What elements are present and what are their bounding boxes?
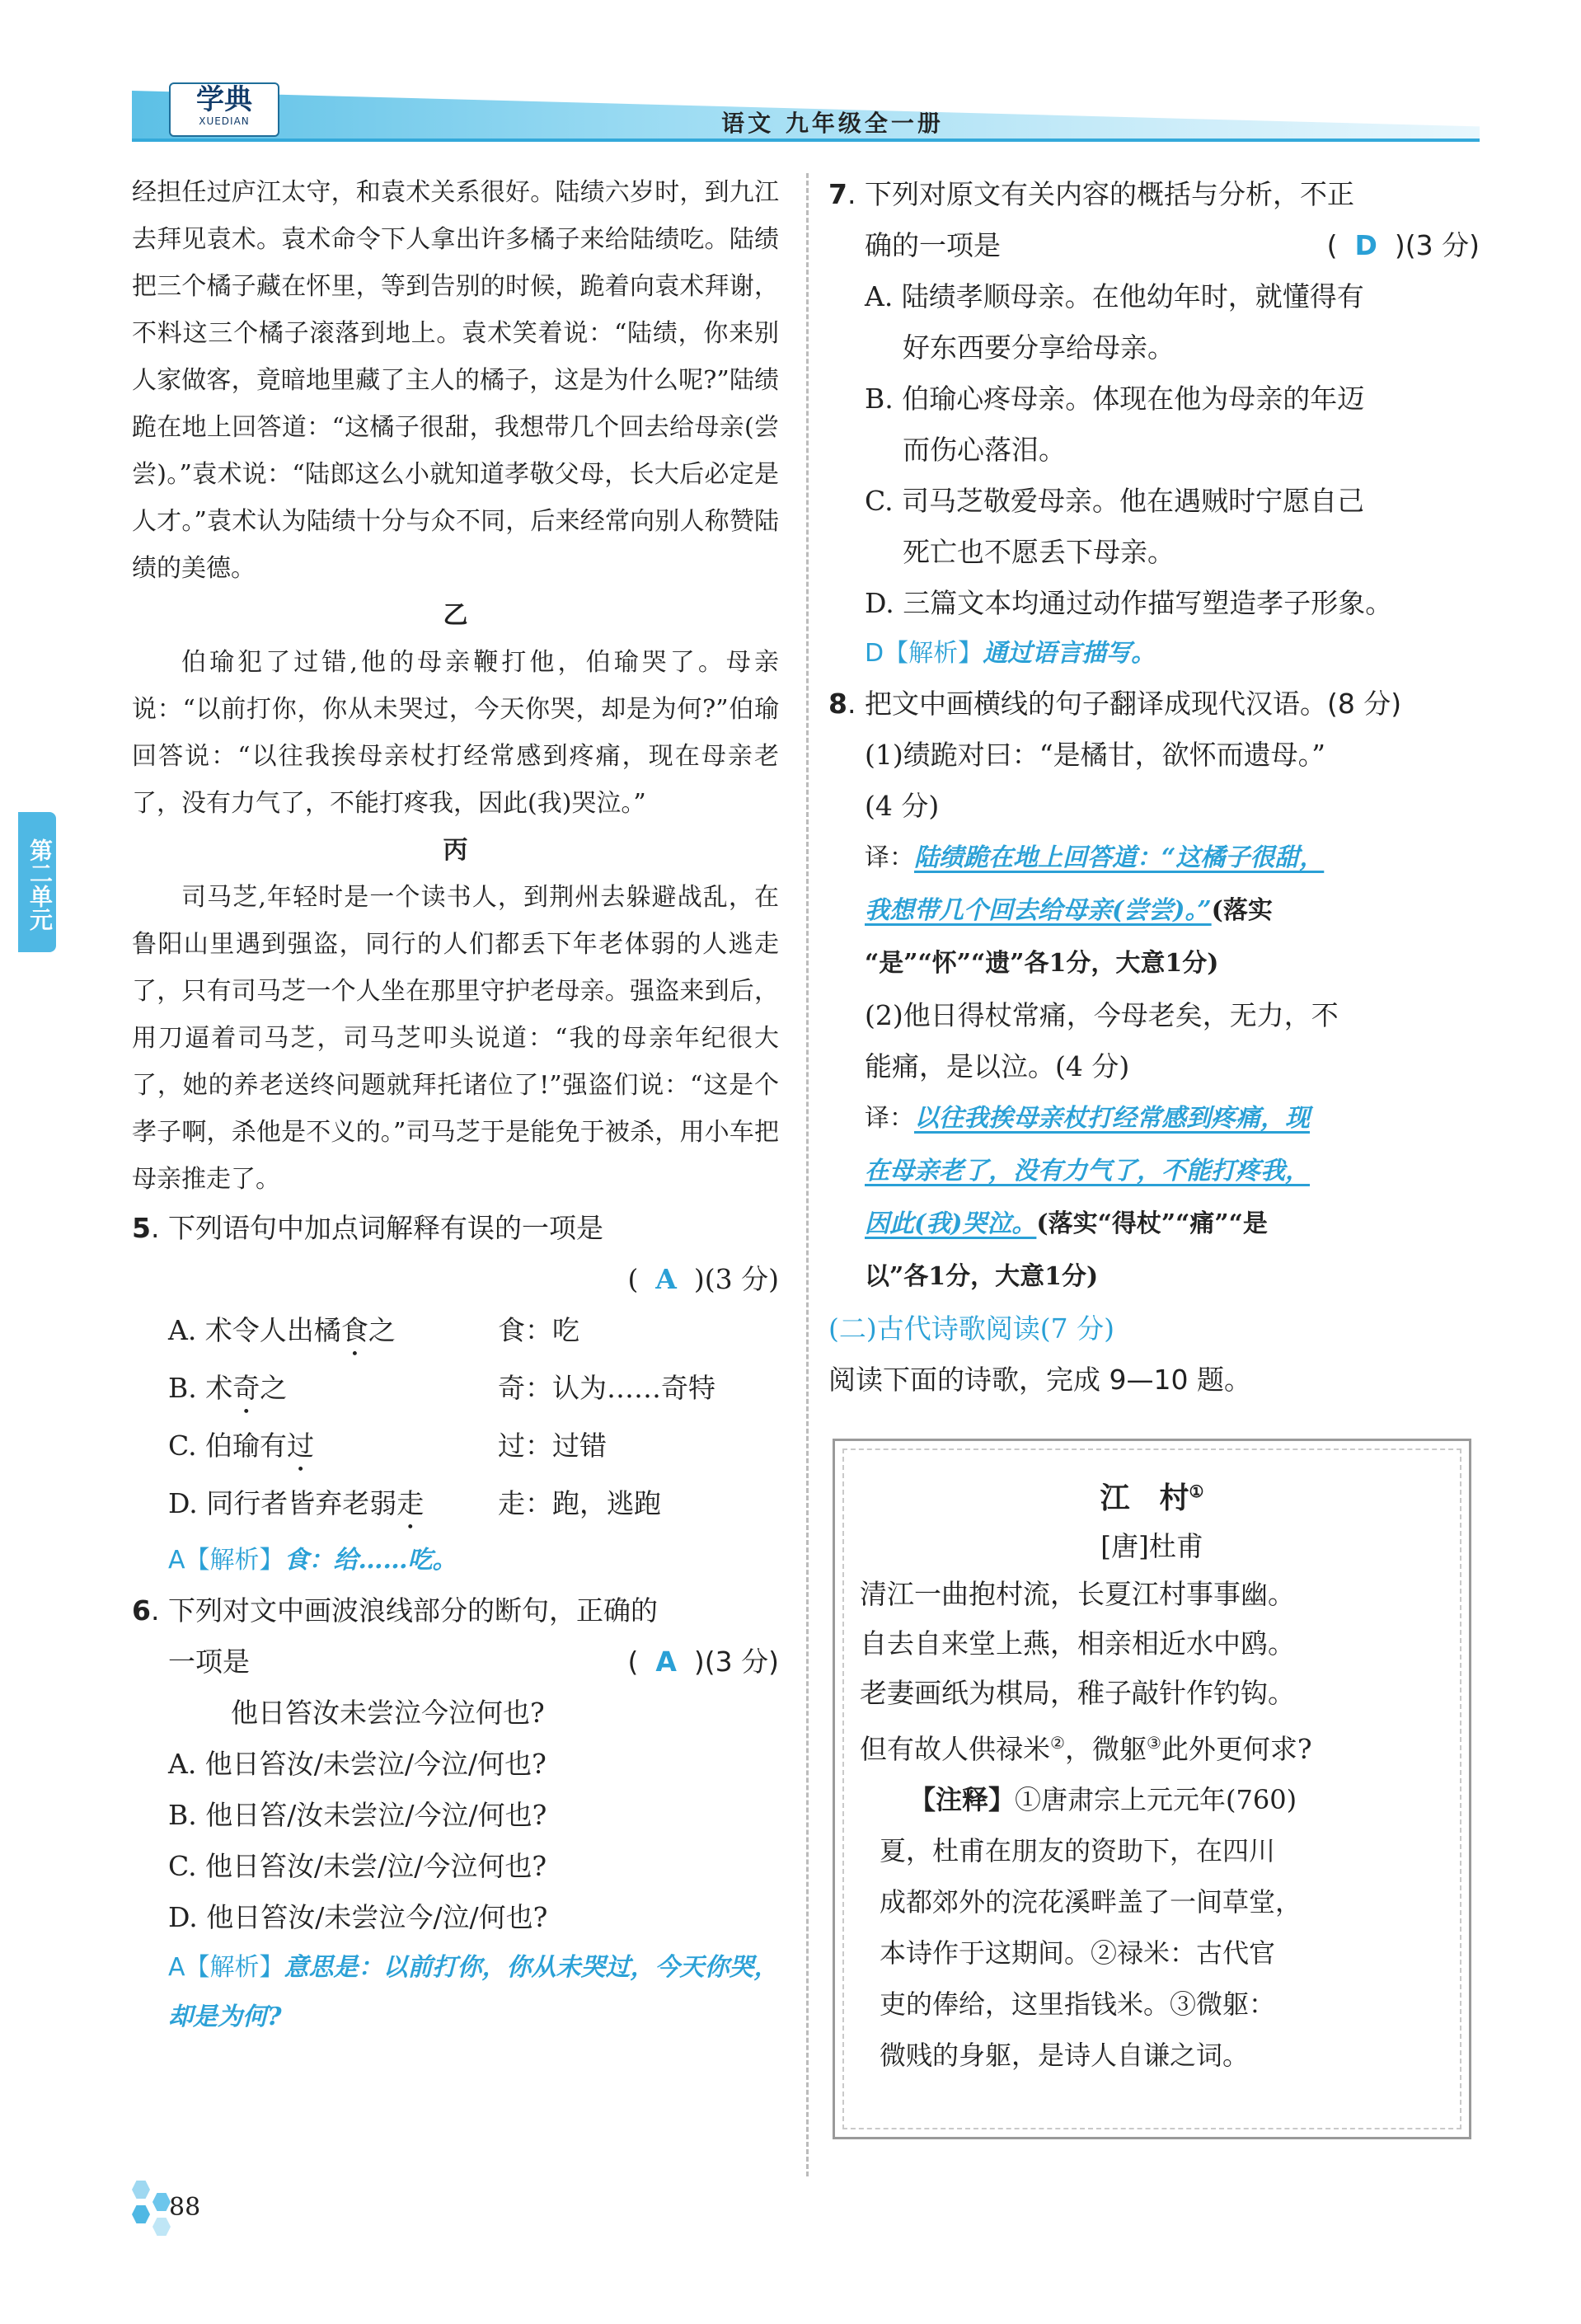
question-5-answer: A [655, 1263, 677, 1295]
poem-note-first: 【注释】①唐肃宗上元元年(760) [909, 1784, 1297, 1815]
question-8-translation-2-cont2: 因此(我)哭泣。(落实“得杖”“痛”“是 [865, 1209, 1268, 1238]
question-7-answer: D [1354, 229, 1377, 261]
poem-line-3: 老妻画纸为棋局，稚子敲针作钓钩。 [860, 1677, 1295, 1709]
passage-yi-translation: 伯瑜犯了过错,他的母亲鞭打他，伯瑜哭了。母亲说：“以前打你，你从未哭过，今天你哭，却是为何?”伯瑜回答说：“以往我挨母亲杖打经常感到疼痛，现在母亲老了，没有力气了，不能打疼我，因此(我)哭泣。” [132, 648, 779, 818]
hexagon-decoration [132, 2181, 150, 2199]
question-8-translation-2: 译：以往我挨母亲杖打经常感到疼痛，现 [865, 1104, 1310, 1133]
question-6-option-d: D. 他日笞汝/未尝泣今/泣/何也? [168, 1901, 548, 1933]
page-number: 88 [169, 2193, 201, 2222]
question-7-analysis: D【解析】通过语言描写。 [865, 639, 1156, 668]
question-8-translation-2-note: 以”各1分，大意1分) [865, 1262, 1099, 1291]
question-5-analysis: A【解析】食：给……吃。 [168, 1546, 457, 1575]
poem-title: 江 村① [1100, 1481, 1204, 1515]
poem-note-line: 成都郊外的浣花溪畔盖了一间草堂， [880, 1886, 1302, 1918]
passage-jia-translation: 经担任过庐江太守，和袁术关系很好。陆绩六岁时，到九江去拜见袁术。袁术命令下人拿出许多橘子来给陆绩吃。陆绩把三个橘子藏在怀里，等到告别的时候，跪着向袁术拜谢，不料这三个橘子滚落到地上。袁术笑着说：“陆绩，你来别人家做客，竟暗地里藏了主人的橘子，这是为什么呢?”陆绩跪在地上回答道：“这橘子很甜，我想带几个回去给母亲(尝尝)。”袁术说：“陆郎这么小就知道孝敬父母，长大后必定是人才。”袁术认为陆绩十分与众不同，后来经常向别人称赞陆绩的美德。 [132, 178, 779, 583]
question-6-sentence: 他日笞汝未尝泣今泣何也? [231, 1697, 545, 1729]
question-8-stem: 8. 把文中画横线的句子翻译成现代汉语。(8 分) [828, 688, 1402, 720]
question-6-stem-line2: 一项是 ( A )(3 分) [168, 1646, 779, 1678]
hexagon-decoration [152, 2193, 171, 2211]
poem-note-line: 本诗作于这期间。②禄米：古代官 [880, 1937, 1276, 1969]
question-6-stem: 6. 下列对文中画波浪线部分的断句，正确的 [132, 1594, 658, 1627]
column-divider [806, 173, 809, 2176]
question-8-sentence-1: (1)绩跪对曰：“是橘甘，欲怀而遗母。” [865, 739, 1325, 771]
header-rule [132, 139, 1480, 142]
question-5-option-d: D. 同行者皆弃老弱走 走：跑，逃跑 [168, 1487, 661, 1519]
poem-line-1: 清江一曲抱村流，长夏江村事事幽。 [860, 1578, 1295, 1610]
question-7-option-c-cont: 死亡也不愿丢下母亲。 [903, 536, 1175, 568]
question-7-option-b-cont: 而伤心落泪。 [903, 434, 1066, 466]
poem-box [833, 1439, 1471, 2139]
question-5-option-b: B. 术奇之 奇：认为……奇特 [168, 1372, 715, 1404]
publisher-logo: 学典 XUEDIAN [169, 82, 279, 137]
poem-note-line: 微贱的身躯，是诗人自谦之词。 [880, 2040, 1250, 2071]
question-6-option-b: B. 他日笞/汝未尝泣/今泣/何也? [168, 1799, 547, 1831]
question-5-stem: 5. 下列语句中加点词解释有误的一项是 [132, 1212, 603, 1244]
hexagon-decoration [132, 2205, 150, 2223]
question-8-sentence-2: (2)他日得杖常痛，今母老矣，无力，不 [865, 999, 1339, 1031]
question-8-translation-1: 译：陆绩跪在地上回答道：“这橘子很甜， [865, 843, 1325, 872]
question-8-sentence-1-score: (4 分) [865, 790, 940, 822]
question-8-translation-2-cont: 在母亲老了，没有力气了，不能打疼我， [865, 1157, 1310, 1185]
poetry-instruction: 阅读下面的诗歌，完成 9—10 题。 [828, 1364, 1251, 1396]
section-heading-poetry: (二)古代诗歌阅读(7 分) [828, 1312, 1114, 1345]
question-7-stem: 7. 下列对原文有关内容的概括与分析，不正 [828, 178, 1354, 210]
right-column [828, 169, 1480, 1406]
left-column [132, 169, 779, 2042]
poem-note-line: 吏的俸给，这里指钱米。③微躯： [880, 1988, 1276, 2020]
question-7-option-d: D. 三篇文本均通过动作描写塑造孝子形象。 [865, 587, 1393, 619]
book-title: 语文 九年级全一册 [721, 110, 944, 137]
passage-bing-translation: 司马芝,年轻时是一个读书人，到荆州去躲避战乱，在鲁阳山里遇到强盗，同行的人们都丢下年老体弱的人逃走了，只有司马芝一个人坐在那里守护老母亲。强盗来到后，用刀逼着司马芝，司马芝叩头说道：“我的母亲年纪很大了，她的养老送终问题就拜托诸位了!”强盗们说：“这是个孝子啊，杀他是不义的。”司马芝于是能免于被杀，用小车把母亲推走了。 [132, 883, 779, 1194]
question-7-option-a-cont: 好东西要分享给母亲。 [903, 331, 1175, 364]
question-5-option-a: A. 术令人出橘食之 食：吃 [168, 1314, 579, 1346]
poem-note-line: 夏，杜甫在朋友的资助下，在四川 [880, 1835, 1276, 1866]
unit-side-tab: 第二单元 [18, 812, 56, 952]
question-8-sentence-2-cont: 能痛，是以泣。(4 分) [865, 1050, 1130, 1082]
question-8-translation-1-cont: 我想带几个回去给母亲(尝尝)。”(落实 [865, 896, 1273, 925]
poem-line-4: 但有故人供禄米②，微躯③此外更何求? [860, 1733, 1312, 1765]
question-5-option-c: C. 伯瑜有过 过：过错 [168, 1430, 607, 1462]
passage-bing-title: 丙 [443, 836, 468, 865]
question-7-stem-line2: 确的一项是 ( D )(3 分) [865, 229, 1480, 261]
question-7-option-c: C. 司马芝敬爱母亲。他在遇贼时宁愿自己 [865, 485, 1365, 517]
question-5-answer-line: ( A )(3 分) [627, 1263, 779, 1295]
question-8-translation-1-note: “是”“怀”“遗”各1分，大意1分) [865, 949, 1219, 978]
question-6-option-a: A. 他日笞汝/未尝泣/今泣/何也? [168, 1748, 547, 1780]
poem-line-2: 自去自来堂上燕，相亲相近水中鸥。 [860, 1627, 1295, 1660]
passage-yi-title: 乙 [443, 601, 468, 630]
hexagon-decoration [152, 2218, 171, 2236]
question-7-option-b: B. 伯瑜心疼母亲。体现在他为母亲的年迈 [865, 383, 1365, 415]
question-6-option-c: C. 他日笞汝/未尝/泣/今泣何也? [168, 1850, 547, 1882]
poem-author: [唐]杜甫 [1100, 1530, 1203, 1562]
question-6-answer: A [655, 1646, 677, 1678]
question-6-analysis: A【解析】意思是：以前打你，你从未哭过，今天你哭，却是为何? [168, 1953, 779, 2031]
question-7-option-a: A. 陆绩孝顺母亲。在他幼年时，就懂得有 [865, 280, 1364, 312]
